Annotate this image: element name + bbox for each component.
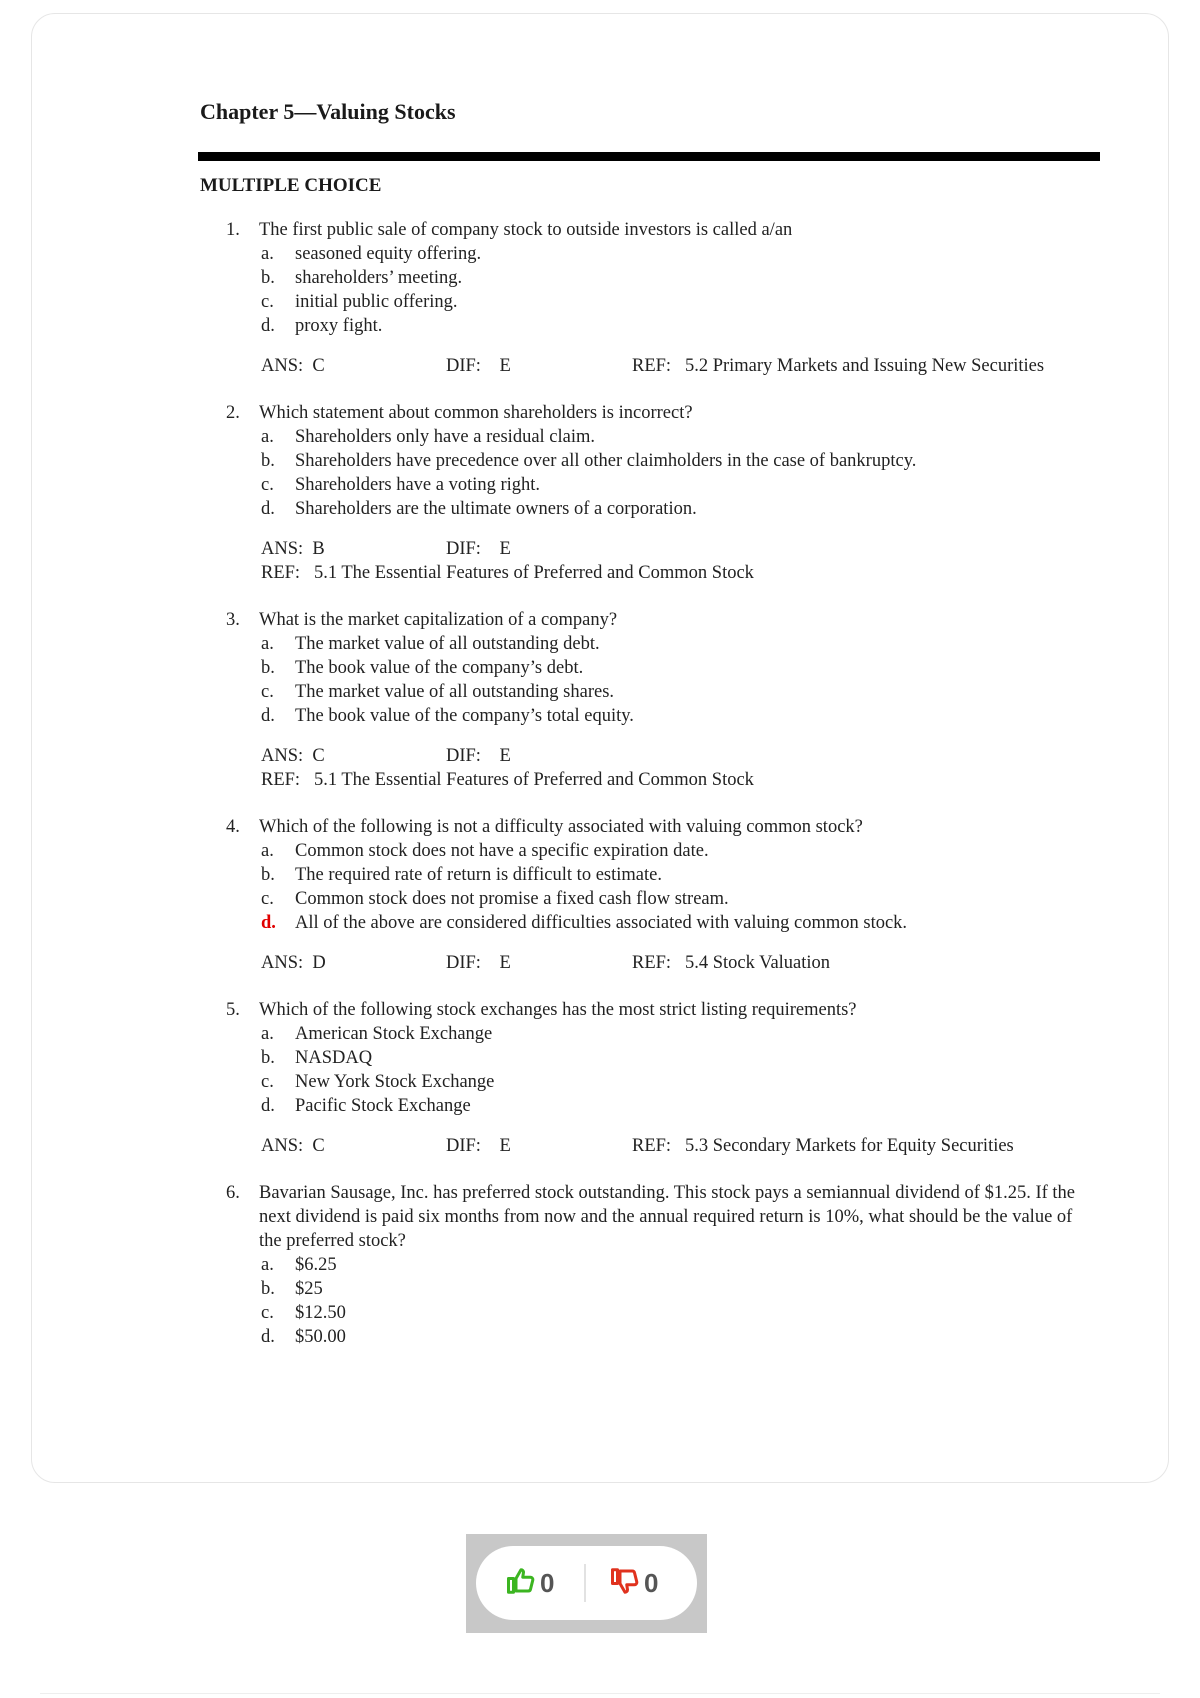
answer-meta — [261, 1134, 1100, 1158]
option-text: American Stock Exchange — [295, 1024, 493, 1044]
option-text: shareholders’ meeting. — [295, 268, 463, 288]
thumbs-up-icon — [506, 1566, 536, 1601]
dif-label: DIF: — [446, 1136, 481, 1156]
option-c — [261, 1070, 1100, 1094]
option-a — [261, 1022, 1100, 1046]
option-letter: a. — [261, 841, 274, 861]
option-letter: c. — [261, 1303, 274, 1323]
reference — [261, 561, 754, 585]
option-text: Common stock does not promise a fixed cash flow stream. — [295, 889, 729, 909]
option-list — [261, 242, 1100, 338]
ans-value: B — [312, 539, 325, 559]
option-letter: a. — [261, 1255, 274, 1275]
option-list — [261, 1022, 1100, 1118]
option-list — [261, 839, 1100, 935]
ref-label: REF: — [632, 1136, 672, 1156]
option-a — [261, 1253, 1100, 1277]
option-letter: b. — [261, 1279, 275, 1299]
reference — [632, 951, 830, 975]
reference-line — [261, 561, 1100, 585]
dif-value: E — [499, 356, 511, 376]
question-text: Bavarian Sausage, Inc. has preferred stock outstanding. This stock pays a semiannual dividend of $1.25. If the next dividend is paid six months from now and the annual required return is 10%, what should be the value of the preferred stock? — [259, 1183, 1076, 1251]
option-list — [261, 425, 1100, 521]
question-text: The first public sale of company stock to outside investors is called a/an — [259, 220, 793, 240]
thumbs-down-count: 0 — [644, 1567, 659, 1598]
question-number: 6. — [226, 1183, 240, 1203]
option-letter: c. — [261, 292, 274, 312]
question-6 — [200, 1181, 1100, 1349]
option-d — [261, 911, 1100, 935]
question-text: What is the market capitalization of a company? — [259, 610, 618, 630]
ans-value: C — [312, 1136, 325, 1156]
footer-divider — [40, 1693, 1160, 1694]
option-text: The required rate of return is difficult to estimate. — [295, 865, 662, 885]
question-2 — [200, 401, 1100, 585]
option-letter: d. — [261, 1327, 275, 1347]
option-d — [261, 704, 1100, 728]
option-text: New York Stock Exchange — [295, 1072, 495, 1092]
option-d — [261, 1325, 1100, 1349]
reference — [632, 354, 1044, 378]
option-letter: c. — [261, 682, 274, 702]
option-text: Shareholders have precedence over all other claimholders in the case of bankruptcy. — [295, 451, 917, 471]
ref-value: 5.2 Primary Markets and Issuing New Securities — [684, 356, 1045, 376]
ans-label: ANS: — [261, 539, 304, 559]
option-b — [261, 1277, 1100, 1301]
answer-meta — [261, 744, 1100, 768]
answer-key — [261, 537, 325, 561]
question-number: 2. — [226, 403, 240, 423]
answer-key — [261, 744, 325, 768]
difficulty — [446, 354, 511, 378]
option-letter: a. — [261, 427, 274, 447]
option-text: The market value of all outstanding debt. — [295, 634, 600, 654]
option-text: seasoned equity offering. — [295, 244, 482, 264]
option-letter: a. — [261, 244, 274, 264]
option-b — [261, 656, 1100, 680]
option-c — [261, 473, 1100, 497]
option-text: All of the above are considered difficulties associated with valuing common stock. — [295, 913, 908, 933]
difficulty — [446, 537, 511, 561]
option-letter: b. — [261, 658, 275, 678]
thumbs-up-count: 0 — [540, 1567, 555, 1598]
option-letter: c. — [261, 1072, 274, 1092]
answer-key — [261, 951, 326, 975]
option-letter: d. — [261, 706, 275, 726]
thumbs-down-icon — [610, 1566, 640, 1601]
answer-meta — [261, 537, 1100, 561]
vote-divider — [584, 1564, 586, 1602]
option-text: proxy fight. — [295, 316, 383, 336]
question-number: 3. — [226, 610, 240, 630]
option-text: Common stock does not have a specific expiration date. — [295, 841, 709, 861]
dif-value: E — [499, 539, 511, 559]
option-a — [261, 839, 1100, 863]
option-letter: b. — [261, 1048, 275, 1068]
ans-label: ANS: — [261, 953, 304, 973]
answer-meta — [261, 354, 1100, 378]
question-3 — [200, 608, 1100, 792]
option-b — [261, 266, 1100, 290]
difficulty — [446, 1134, 511, 1158]
difficulty — [446, 744, 511, 768]
option-d — [261, 497, 1100, 521]
option-a — [261, 425, 1100, 449]
option-b — [261, 1046, 1100, 1070]
chapter-title: Chapter 5—Valuing Stocks — [200, 99, 456, 124]
option-letter: b. — [261, 268, 275, 288]
option-text: The book value of the company’s total equity. — [295, 706, 634, 726]
thumbs-up-button[interactable] — [506, 1564, 554, 1602]
option-text: $25 — [295, 1279, 323, 1299]
option-d — [261, 314, 1100, 338]
ref-value: 5.1 The Essential Features of Preferred and Common Stock — [313, 770, 754, 790]
ref-label: REF: — [261, 770, 301, 790]
option-c — [261, 290, 1100, 314]
question-text: Which of the following stock exchanges has the most strict listing requirements? — [259, 1000, 857, 1020]
ans-value: C — [312, 746, 325, 766]
dif-value: E — [499, 953, 511, 973]
option-text: initial public offering. — [295, 292, 458, 312]
option-letter: d. — [261, 1096, 275, 1116]
question-text: Which of the following is not a difficulty associated with valuing common stock? — [259, 817, 863, 837]
document-page — [200, 98, 1100, 1347]
option-a — [261, 632, 1100, 656]
option-text: Pacific Stock Exchange — [295, 1096, 471, 1116]
option-b — [261, 449, 1100, 473]
option-list — [261, 1253, 1100, 1349]
option-a — [261, 242, 1100, 266]
thumbs-down-button[interactable] — [610, 1564, 658, 1602]
option-text: $12.50 — [295, 1303, 346, 1323]
ans-value: C — [312, 356, 325, 376]
ans-label: ANS: — [261, 1136, 304, 1156]
document-card — [31, 13, 1169, 1483]
ref-value: 5.4 Stock Valuation — [684, 953, 831, 973]
option-letter: b. — [261, 451, 275, 471]
question-number: 5. — [226, 1000, 240, 1020]
difficulty — [446, 951, 511, 975]
ref-label: REF: — [261, 563, 301, 583]
vote-widget — [466, 1534, 707, 1633]
option-c — [261, 1301, 1100, 1325]
option-text: The market value of all outstanding shares. — [295, 682, 615, 702]
question-list — [200, 218, 1100, 1349]
option-letter: b. — [261, 865, 275, 885]
reference-line — [261, 768, 1100, 792]
ref-value: 5.1 The Essential Features of Preferred and Common Stock — [313, 563, 754, 583]
dif-value: E — [499, 1136, 511, 1156]
question-number: 1. — [226, 220, 240, 240]
question-5 — [200, 998, 1100, 1158]
option-d — [261, 1094, 1100, 1118]
option-letter: d. — [261, 499, 275, 519]
question-1 — [200, 218, 1100, 378]
option-letter: a. — [261, 634, 274, 654]
ref-label: REF: — [632, 356, 672, 376]
ref-label: REF: — [632, 953, 672, 973]
reference — [261, 768, 754, 792]
option-c — [261, 680, 1100, 704]
option-list — [261, 632, 1100, 728]
option-text: $6.25 — [295, 1255, 337, 1275]
question-text: Which statement about common shareholders is incorrect? — [259, 403, 693, 423]
section-heading: MULTIPLE CHOICE — [200, 175, 382, 196]
option-c — [261, 887, 1100, 911]
dif-value: E — [499, 746, 511, 766]
option-letter: c. — [261, 889, 274, 909]
answer-key — [261, 354, 325, 378]
ref-value: 5.3 Secondary Markets for Equity Securities — [684, 1136, 1014, 1156]
option-text: Shareholders have a voting right. — [295, 475, 541, 495]
option-text: Shareholders are the ultimate owners of a corporation. — [295, 499, 697, 519]
dif-label: DIF: — [446, 746, 481, 766]
option-text: The book value of the company’s debt. — [295, 658, 584, 678]
answer-meta — [261, 951, 1100, 975]
option-letter-correct: d. — [261, 913, 276, 933]
option-text: $50.00 — [295, 1327, 346, 1347]
option-letter: a. — [261, 1024, 274, 1044]
vote-pill — [476, 1546, 697, 1620]
option-b — [261, 863, 1100, 887]
dif-label: DIF: — [446, 953, 481, 973]
ans-value: D — [312, 953, 326, 973]
answer-key — [261, 1134, 325, 1158]
ans-label: ANS: — [261, 356, 304, 376]
question-number: 4. — [226, 817, 240, 837]
reference — [632, 1134, 1014, 1158]
ans-label: ANS: — [261, 746, 304, 766]
option-letter: c. — [261, 475, 274, 495]
option-text: NASDAQ — [295, 1048, 373, 1068]
dif-label: DIF: — [446, 356, 481, 376]
title-rule — [198, 152, 1100, 161]
question-4 — [200, 815, 1100, 975]
dif-label: DIF: — [446, 539, 481, 559]
option-letter: d. — [261, 316, 275, 336]
option-text: Shareholders only have a residual claim. — [295, 427, 596, 447]
